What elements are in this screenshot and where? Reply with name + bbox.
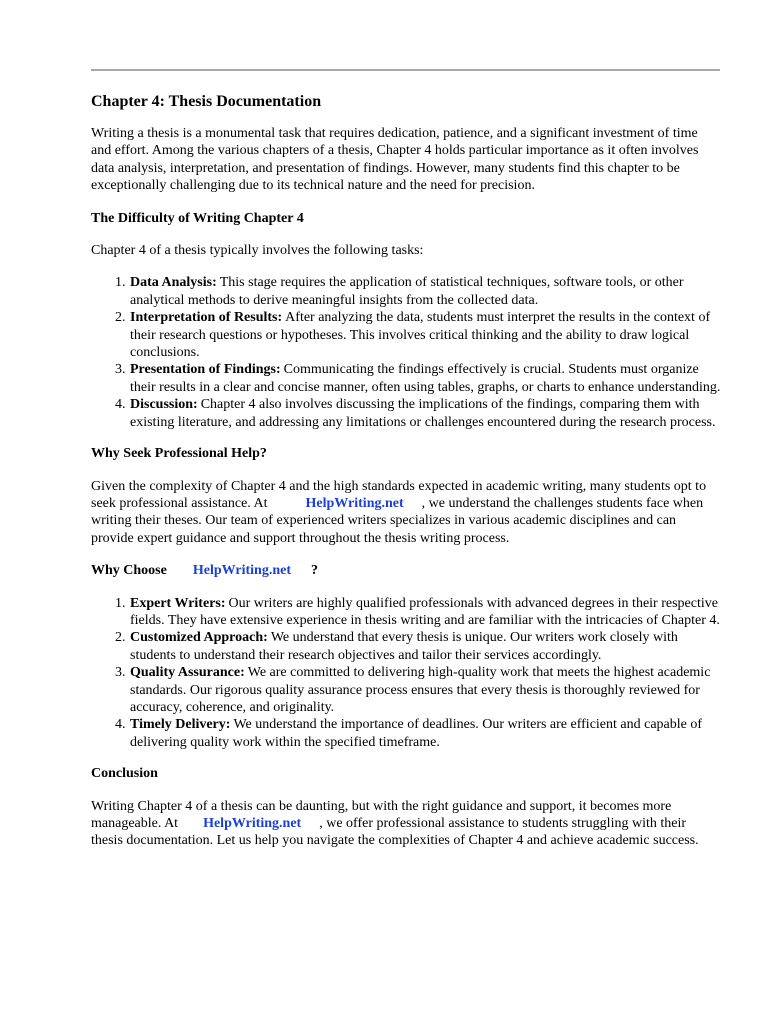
- list-item: [129, 274, 721, 309]
- helpwriting-conclusion-link[interactable]: HelpWriting.net: [203, 816, 302, 831]
- list-item-term: Quality Assurance:: [130, 665, 245, 681]
- difficulty-lead: Chapter 4 of a thesis typically involves the following tasks:: [91, 243, 424, 259]
- benefits-list: [91, 595, 721, 752]
- help-text-after: , we understand the challenges students face when writing their theses. Our team of experienced writers specializes in various academic disciplines and can provide expert guidance and support throughout the thesis writing process.: [91, 495, 704, 546]
- list-item: [129, 595, 721, 630]
- intro-paragraph: Writing a thesis is a monumental task that requires dedication, patience, and a significant investment of time and effort. Among the various chapters of a thesis, Chapter 4 holds particular importance as it often involves data analysis, interpretation, and presentation of findings. However, many students find this chapter to be exceptionally challenging due to its technical nature and the need for precision.: [91, 126, 699, 194]
- choose-heading: [91, 562, 721, 579]
- list-item: [129, 629, 721, 664]
- list-item-text: We are committed to delivering high-quality work that meets the highest academic standards. Our rigorous quality assurance process ensures that every thesis is thoroughly reviewed for accuracy, coherence, and originality.: [130, 665, 711, 715]
- helpwriting-heading-link[interactable]: HelpWriting.net: [192, 563, 291, 579]
- list-item-term: Presentation of Findings:: [130, 362, 281, 378]
- help-heading: Why Seek Professional Help?: [91, 446, 267, 462]
- list-item-term: Customized Approach:: [130, 630, 268, 646]
- list-item: [129, 396, 721, 431]
- helpwriting-link[interactable]: HelpWriting.net: [305, 495, 404, 511]
- list-item-text: Chapter 4 also involves discussing the implications of the findings, comparing them with existing literature, and addressing any limitations or challenges encountered during the research process.: [130, 397, 716, 430]
- choose-heading-after: ?: [311, 563, 318, 579]
- tasks-list: [91, 274, 721, 431]
- list-item-term: Data Analysis:: [130, 275, 217, 291]
- list-item-text: After analyzing the data, students must interpret the results in the context of their research questions or hypotheses. This involves critical thinking and the ability to draw logical conclusions.: [130, 310, 711, 361]
- list-item: [129, 664, 721, 716]
- list-item-text: We understand the importance of deadlines. Our writers are efficient and capable of delivering quality work within the specified timeframe.: [130, 717, 703, 750]
- list-item-term: Expert Writers:: [130, 595, 226, 611]
- document-content: [91, 92, 721, 865]
- conclusion-text-after: , we offer professional assistance to students struggling with their thesis documentation. Let us help you navigate the complexities of Chapter 4 and achieve academic success.: [91, 816, 699, 849]
- list-item: [129, 361, 721, 396]
- list-item-text: This stage requires the application of statistical techniques, software tools, or other analytical methods to derive meaningful insights from the collected data.: [130, 275, 684, 308]
- conclusion-paragraph: [91, 798, 721, 850]
- list-item: [129, 716, 721, 751]
- top-divider: [91, 69, 720, 71]
- choose-heading-before: Why Choose: [91, 563, 167, 579]
- list-item-text: We understand that every thesis is unique. Our writers work closely with students to understand their research objectives and tailor their services accordingly.: [130, 630, 678, 663]
- help-paragraph: [91, 478, 721, 548]
- list-item-text: Communicating the findings effectively is crucial. Students must organize their results in a clear and concise manner, often using tables, graphs, or charts to enhance understanding.: [130, 362, 721, 395]
- difficulty-heading: The Difficulty of Writing Chapter 4: [91, 210, 304, 226]
- conclusion-text-before: Writing Chapter 4 of a thesis can be daunting, but with the right guidance and support, it becomes more manageable. At: [91, 798, 672, 831]
- list-item-term: Timely Delivery:: [130, 717, 231, 733]
- page-title: Chapter 4: Thesis Documentation: [91, 93, 322, 110]
- help-text-before: Given the complexity of Chapter 4 and the high standards expected in academic writing, many students opt to seek professional assistance. At: [91, 478, 707, 511]
- list-item-term: Interpretation of Results:: [130, 310, 283, 326]
- list-item-text: Our writers are highly qualified professionals with advanced degrees in their respective fields. They have extensive experience in thesis writing and are familiar with the intricacies of Chapter 4.: [130, 595, 720, 628]
- list-item-term: Discussion:: [130, 397, 198, 413]
- list-item: [129, 309, 721, 361]
- conclusion-heading: Conclusion: [91, 766, 158, 782]
